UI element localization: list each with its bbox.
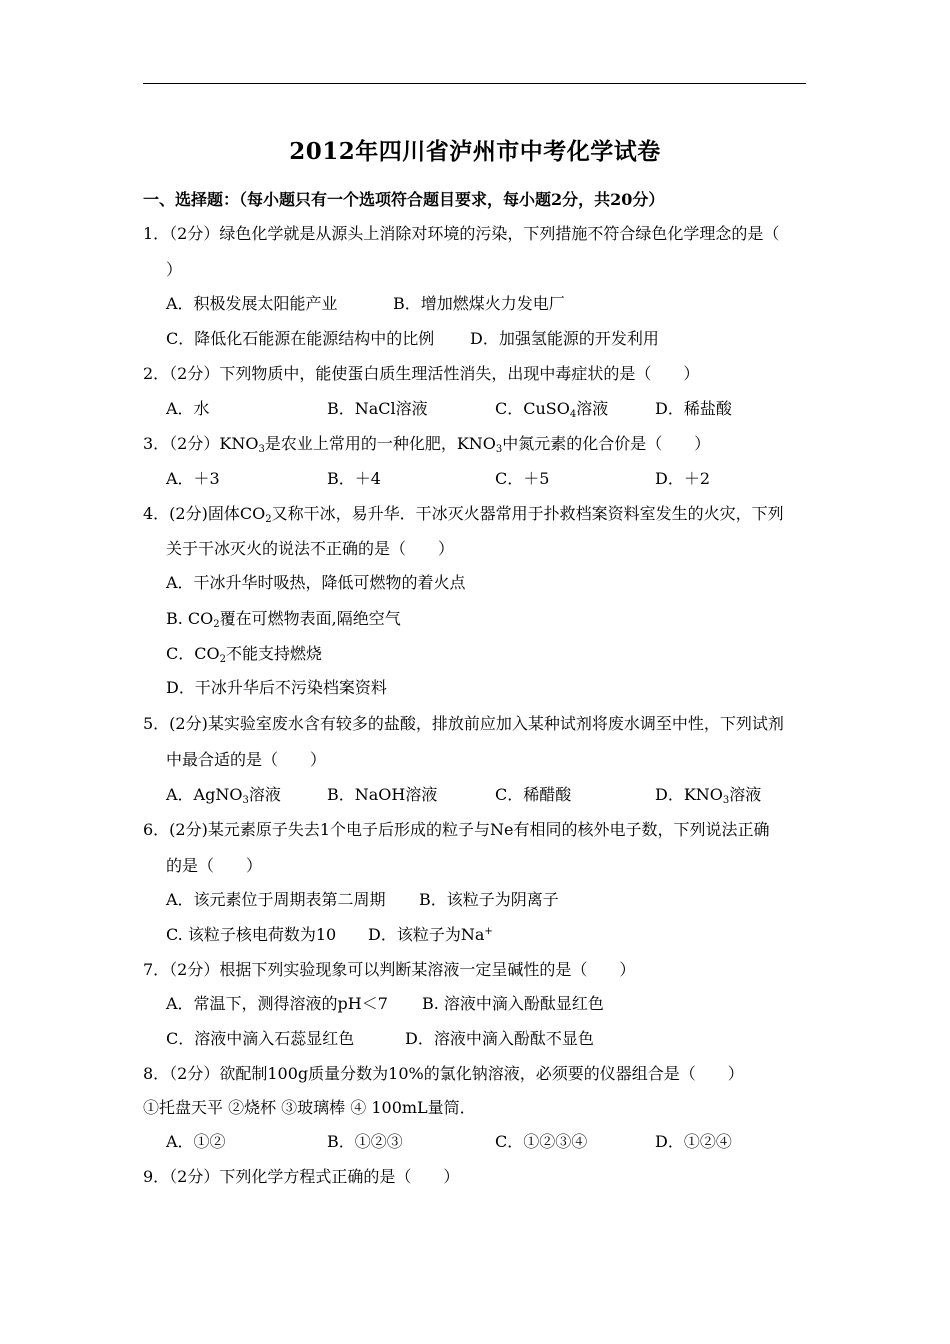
q1-option-b: B．增加燃煤火力发电厂 <box>393 294 565 313</box>
q3-option-b: B．＋4 <box>327 469 381 488</box>
q2-stem: 2．（2分）下列物质中，能使蛋白质生理活性消失，出现中毒症状的是（ ） <box>143 364 700 383</box>
q4-option-b: B. $CO_2$覆在可燃物表面,隔绝空气 <box>166 609 401 630</box>
q6-option-c: C. 该粒子核电荷数为10 <box>166 925 337 944</box>
q7-option-a: A．常温下，测得溶液的pH＜7 <box>166 994 388 1013</box>
q1-stem: 1．（2分）绿色化学就是从源头上消除对环境的污染，下列措施不符合绿色化学理念的是（ <box>143 224 780 243</box>
page-title: 2012年四川省泸州市中考化学试卷 <box>289 138 661 165</box>
q8-stem: 8．（2分）欲配制100g质量分数为10%的氯化钠溶液，必须要的仪器组合是（ ） <box>143 1064 744 1083</box>
q7-option-b: B. 溶液中滴入酚酞显红色 <box>422 994 604 1013</box>
q4-option-c: C．$CO_2$不能支持燃烧 <box>166 644 322 665</box>
q5-option-b: B．NaOH溶液 <box>327 785 438 804</box>
q2-option-c: C．CuSO$_4$溶液 <box>495 399 609 420</box>
q3-option-a: A．＋3 <box>166 469 220 488</box>
q4-stem: 4．(2分)固体$CO_2$又称干冰，易升华．干冰灭火器常用于扑救档案资料室发生的火灾，下列 <box>143 504 784 525</box>
q5-option-a: A．AgNO$_3$溶液 <box>166 785 281 806</box>
section-heading: 一、选择题：（每小题只有一个选项符合题目要求，每小题2分，共20分） <box>143 190 665 209</box>
q8-option-c: C．①②③④ <box>495 1132 588 1151</box>
q3-option-c: C．＋5 <box>495 469 550 488</box>
q7-option-d: D．溶液中滴入酚酞不显色 <box>405 1029 594 1048</box>
q4-option-a: A．干冰升华时吸热，降低可燃物的着火点 <box>166 573 466 592</box>
q2-option-d: D．稀盐酸 <box>655 399 732 418</box>
q9-stem: 9．（2分）下列化学方程式正确的是（ ） <box>143 1167 460 1186</box>
q6-option-d: D．该粒子为Na+ <box>368 925 493 944</box>
q8-option-d: D．①②④ <box>655 1132 732 1151</box>
q4-stem-cont: 关于干冰灭火的说法不正确的是（ ） <box>166 539 455 558</box>
q8-option-b: B．①②③ <box>327 1132 403 1151</box>
q6-option-b: B．该粒子为阴离子 <box>419 890 559 909</box>
q7-option-c: C．溶液中滴入石蕊显红色 <box>166 1029 355 1048</box>
header-rule <box>143 83 806 84</box>
q5-stem-cont: 中最合适的是（ ） <box>166 750 327 769</box>
q1-stem-cont: ） <box>166 260 183 279</box>
q1-option-c: C．降低化石能源在能源结构中的比例 <box>166 329 435 348</box>
q3-stem: 3．（2分）$KNO_3$是农业上常用的一种化肥，$KNO_3$中氮元素的化合价是（ ） <box>143 434 711 455</box>
q2-option-a: A．水 <box>166 399 210 418</box>
q7-stem: 7．（2分）根据下列实验现象可以判断某溶液一定呈碱性的是（ ） <box>143 960 636 979</box>
q6-stem: 6．(2分)某元素原子失去1个电子后形成的粒子与Ne有相同的核外电子数，下列说法正确 <box>143 820 770 839</box>
q1-option-d: D．加强氢能源的开发利用 <box>470 329 659 348</box>
q6-option-a: A．该元素位于周期表第二周期 <box>166 890 386 909</box>
q8-option-a: A．①② <box>166 1132 226 1151</box>
q4-option-d: D．干冰升华后不污染档案资料 <box>166 678 387 697</box>
q1-option-a: A．积极发展太阳能产业 <box>166 294 338 313</box>
q8-items: ①托盘天平 ②烧杯 ③玻璃棒 ④ 100mL量筒． <box>143 1098 476 1117</box>
q5-stem: 5．(2分)某实验室废水含有较多的盐酸，排放前应加入某种试剂将废水调至中性，下列试剂 <box>143 714 784 733</box>
q5-option-d: D．$KNO_3$溶液 <box>655 785 762 806</box>
q5-option-c: C．稀醋酸 <box>495 785 572 804</box>
q6-stem-cont: 的是（ ） <box>166 856 263 875</box>
q2-option-b: B．NaCl溶液 <box>327 399 428 418</box>
q3-option-d: D．＋2 <box>655 469 711 488</box>
